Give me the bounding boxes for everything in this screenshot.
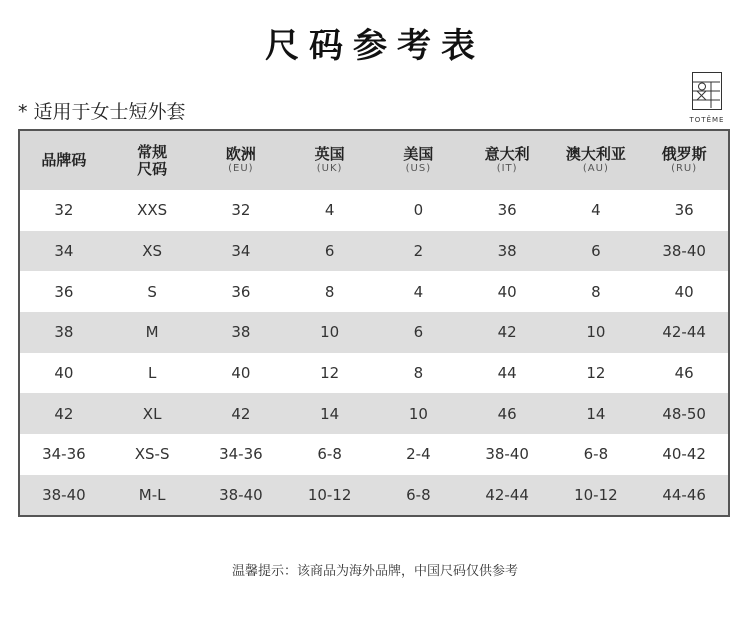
table-cell: 38-40 [197,475,286,516]
table-cell: 42-44 [640,312,729,353]
table-cell: 40 [19,353,108,394]
table-cell: XXS [108,190,197,231]
column-header-label: 常规 尺码 [137,142,168,178]
table-cell: 42 [19,393,108,434]
table-cell: 42 [463,312,552,353]
table-cell: XS-S [108,434,197,475]
table-cell: 14 [285,393,374,434]
column-header [19,130,108,190]
table-cell: 34-36 [19,434,108,475]
table-cell: 32 [19,190,108,231]
table-cell: 10 [285,312,374,353]
table-cell: 10-12 [285,475,374,516]
table-cell: M-L [108,475,197,516]
table-cell: 44 [463,353,552,394]
table-cell: 32 [197,190,286,231]
table-row [19,393,729,434]
column-header [197,130,286,190]
table-cell: 38 [463,231,552,272]
column-header [552,130,641,190]
brand-monogram-icon [693,73,720,108]
table-row [19,271,729,312]
column-header-label: 俄罗斯 [661,145,707,163]
table-cell: 36 [640,190,729,231]
column-header [463,130,552,190]
table-cell: 36 [197,271,286,312]
table-cell: 40 [463,271,552,312]
column-header [285,130,374,190]
table-cell: 42 [197,393,286,434]
table-cell: XS [108,231,197,272]
brand-logo-mark [692,72,722,110]
table-cell: 36 [463,190,552,231]
table-cell: 2-4 [374,434,463,475]
table-cell: 6-8 [552,434,641,475]
table-cell: 6-8 [374,475,463,516]
column-header-label: 英国 [314,145,345,163]
table-cell: 14 [552,393,641,434]
column-header-region-code: (UK) [316,163,343,174]
table-cell: 38 [197,312,286,353]
column-header [108,130,197,190]
column-header-label: 美国 [403,145,434,163]
table-cell: 36 [19,271,108,312]
column-header-region-code: (RU) [671,163,698,174]
table-cell: 40-42 [640,434,729,475]
table-cell: 0 [374,190,463,231]
table-cell: 6 [374,312,463,353]
table-cell: 10-12 [552,475,641,516]
table-cell: 38-40 [463,434,552,475]
table-cell: 34-36 [197,434,286,475]
column-header-region-code: (US) [405,163,432,174]
column-header-label: 澳大利亚 [565,145,626,163]
table-cell: 6 [552,231,641,272]
table-cell: 6 [285,231,374,272]
column-header-region-code: (AU) [582,163,609,174]
footer-tip: 温馨提示：该商品为海外品牌，中国尺码仅供参考 [231,564,518,579]
size-table [18,129,730,517]
column-header-region-code: (EU) [228,163,254,174]
table-header-row [19,130,729,190]
table-cell: 44-46 [640,475,729,516]
table-cell: 10 [552,312,641,353]
table-cell: L [108,353,197,394]
column-header-label: 欧洲 [225,145,256,163]
brand-logo [683,72,731,128]
table-cell: 34 [197,231,286,272]
table-row [19,190,729,231]
table-cell: 46 [640,353,729,394]
table-row [19,312,729,353]
table-row [19,434,729,475]
table-cell: 12 [285,353,374,394]
table-cell: 42-44 [463,475,552,516]
table-cell: 40 [197,353,286,394]
table-cell: 4 [552,190,641,231]
table-row [19,353,729,394]
table-cell: 2 [374,231,463,272]
table-cell: 8 [374,353,463,394]
table-cell: XL [108,393,197,434]
table-cell: 10 [374,393,463,434]
table-cell: 8 [285,271,374,312]
table-cell: 4 [374,271,463,312]
table-cell: 38 [19,312,108,353]
page-title: 尺码参考表 [265,26,485,66]
brand-name: TOTÊME [689,116,725,124]
table-cell: 38-40 [640,231,729,272]
table-cell: 34 [19,231,108,272]
column-header-label: 意大利 [484,145,530,163]
table-cell: 12 [552,353,641,394]
table-cell: 6-8 [285,434,374,475]
applicability-note: * 适用于女士短外套 [18,101,186,123]
table-cell: 46 [463,393,552,434]
column-header-label: 品牌码 [41,151,87,169]
table-cell: M [108,312,197,353]
table-row [19,231,729,272]
table-cell: 8 [552,271,641,312]
table-cell: 48-50 [640,393,729,434]
table-cell: 38-40 [19,475,108,516]
column-header [640,130,729,190]
table-cell: 4 [285,190,374,231]
table-cell: S [108,271,197,312]
column-header-region-code: (IT) [496,163,518,174]
column-header [374,130,463,190]
table-cell: 40 [640,271,729,312]
table-body [19,190,729,516]
table-row [19,475,729,516]
